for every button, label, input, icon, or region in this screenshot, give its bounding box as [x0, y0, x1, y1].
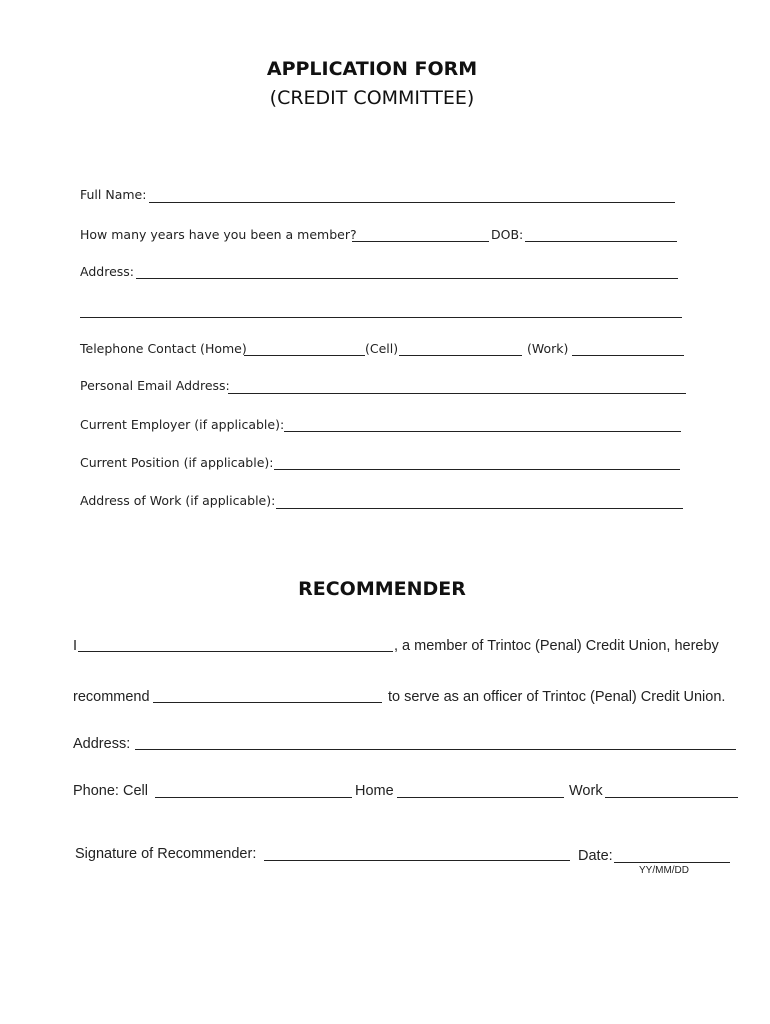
- recommended-name-field[interactable]: [153, 702, 382, 703]
- work-address-field[interactable]: [276, 508, 683, 509]
- serve-statement: to serve as an officer of Trintoc (Penal) Credit Union.: [388, 689, 726, 705]
- employer-field[interactable]: [284, 431, 681, 432]
- phone-work-field[interactable]: [605, 797, 738, 798]
- recommender-name-field[interactable]: [78, 651, 393, 652]
- email-label: Personal Email Address:: [80, 378, 230, 393]
- phone-cell-field[interactable]: [155, 797, 352, 798]
- date-format-hint: YY/MM/DD: [639, 865, 689, 876]
- years-member-label: How many years have you been a member?: [80, 227, 357, 242]
- signature-label: Signature of Recommender:: [75, 846, 257, 862]
- recommender-i-label: I: [73, 638, 78, 654]
- years-member-field[interactable]: [352, 241, 489, 242]
- phone-cell-label: Phone: Cell: [73, 783, 148, 799]
- date-label: Date:: [578, 848, 613, 864]
- address-field-line-1[interactable]: [136, 278, 678, 279]
- employer-label: Current Employer (if applicable):: [80, 417, 285, 432]
- telephone-home-label: Telephone Contact (Home): [80, 341, 247, 356]
- dob-label: DOB:: [491, 227, 524, 242]
- telephone-cell-label: (Cell): [365, 341, 399, 356]
- recommend-label: recommend: [73, 689, 150, 705]
- recommender-title: RECOMMENDER: [298, 578, 466, 600]
- full-name-field[interactable]: [149, 202, 675, 203]
- telephone-cell-field[interactable]: [399, 355, 522, 356]
- position-label: Current Position (if applicable):: [80, 455, 274, 470]
- member-statement: , a member of Trintoc (Penal) Credit Union, hereby: [394, 638, 719, 654]
- phone-home-label: Home: [355, 783, 394, 799]
- telephone-home-field[interactable]: [244, 355, 365, 356]
- address-label: Address:: [80, 264, 134, 279]
- telephone-work-label: (Work): [527, 341, 569, 356]
- position-field[interactable]: [274, 469, 680, 470]
- address-field-line-2[interactable]: [80, 317, 682, 318]
- signature-field[interactable]: [264, 860, 570, 861]
- work-address-label: Address of Work (if applicable):: [80, 493, 276, 508]
- telephone-work-field[interactable]: [572, 355, 684, 356]
- full-name-label: Full Name:: [80, 187, 147, 202]
- recommender-address-field[interactable]: [135, 749, 736, 750]
- email-field[interactable]: [228, 393, 686, 394]
- date-field[interactable]: [614, 862, 730, 863]
- dob-field[interactable]: [525, 241, 677, 242]
- recommender-address-label: Address:: [73, 736, 131, 752]
- form-title: APPLICATION FORM: [266, 58, 478, 80]
- form-subtitle: (CREDIT COMMITTEE): [269, 87, 475, 109]
- phone-work-label: Work: [569, 783, 603, 799]
- phone-home-field[interactable]: [397, 797, 564, 798]
